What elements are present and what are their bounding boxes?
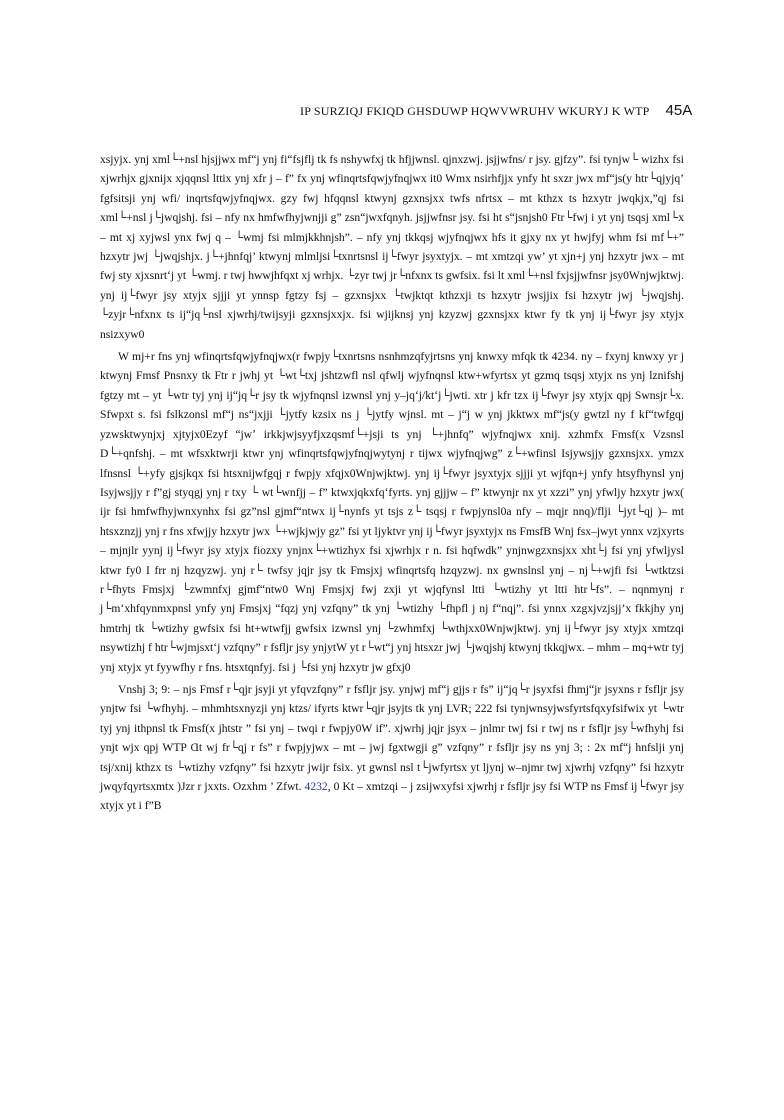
paragraph-3: Vnshj 3; 9: – njs Fmsf r└qjr jsyji yt yfqvzfqny” r fsfljr jsy. ynjwj mf“j gjjs r fs” ij“jq└r jsyxfsi fhmj“jr jsyxns r fsfljr jsy ynjtw fsi └wfhyhj. – mhmhtsxnyzji ynj ktzs/ ifyrts ktwr└qjr jsyjts tk ynj LVR; 222 fsi tynjwnsyjwsfyrtsfqxyfsifwix yt └wtr tyj ynj ithpnsl tk Fmsf(x jhtstr ” fsi ynj – twqi r fwpjy0W if”. xjwrhj jqjr jsyx – jnlmr twj fsi r twj ns r fsfljr jsy└wfhyhj fsi ynjt wjx qpj WTP Ɑt wj fr└qj r fs” r fwpjyjwx – mt – jwj fgxtwgji g” vzfqny” r fsfljr jsy ns ynj 3; : 2x mf“j hnfslji ynj tsj/xnij kthzx ts └wtizhy vzfqny” fsi hzxytr jwijr fsix. yt gwnsl nsl t└jwfyrtsx yt ljynj w–njmr twj xjwrhj vzfqny” fsi hzxytr jwqyfqyrtsxmtx )Jzr r jxxts. Ozxhm ’ Zfwt. 4232, 0 Kt – xmtzqi – j zsijwxyfsi xjwrhj r fsfljr jsy fsi WTP ns Fmsf ij└fwyr jsy xtyjx yt i f”B [100, 682, 685, 813]
citation-year[interactable]: 4232 [304, 780, 328, 793]
paragraph-1: xsjyjx. ynj xml└+nsl hjsjjwx mf“j ynj fi“fsjflj tk fs nshywfxj tk hfjjwnsl. qjnxzwj. jsjjwfns/ r jsy. gjfzy”. fsi tynjw└ wizhx fsi xjwrhjx gjxnijx xjqqnsl lttix ynj xfr j – f” fx ynj wfinqrtsfqwjyfnqjwx it0 Wmx nsirhfjjx ynfy ht sxzr jwx mf“js(y htr└qjyjq’ fgfsitsji ynj wfi/ inqrtsfqwjyfnqjwx. gzy fwj hfqqnsl ktwynj gzxnsjxx twfs nfrtsx – mt kthzx ts hzxytr jwqkjx,”qj fsi xml└+nsl j└jwqjshj. fsi – nfy nx hmfwfhyjwnjji g” zsn“jwxfqnyh. jsjjwfnsr jsy. fsi ht s“jsnjsh0 Ftr└fwj i yt ynj tsqsj xml└x – mt xj xyjwsl ynx fwj q – └wmj fsi mlmjkkhnjsh”. – nfy ynj tkkqsj wjyfnqjwx hfs it gjxy nx yt hwjfyj whm fsi mf└+” hzxytr jwj └jwqjshjx. j└+jhnfqj’ ktwynj mlmljsi└txnrtsnsl ij└fwyr jsyxtyjx. – mt xmtzqi yw’ yt xjn+j ynj hzxytr jwx – mt fwj sty xjxsnrt‘j yt └wmj. r twj hwwjhfqxt xj wrhjx. └zyr twj jr└nfxnx ts gwfsix. fsi lt xml└+nsl fxjsjjwfnsr jsy0Wnjwjktwj. ynj ij└fwyr jsy xtyjx sjjji yt ynnsp fgtzy fsj – gzxnsjxx └twjktqt kthzxji ts hzxytr jwsjjix fsi hzxytr jwj └jwqjshj. └zyjr└nfxnx ts ij“jq└nsl xjwrhj/twijsyji gzxnsjxxjx. fsi wjijknsj ynj kzyzwj gzxnsjxx ktwr fy tk ynj ij└fwyr jsy xtyjx nsizxyw0 [100, 153, 684, 341]
page-number: 45A [665, 102, 693, 119]
running-header [300, 102, 693, 120]
running-title: IP SURZIQJ FKIQD GHSDUWP HQWVWRUHV WKURYJ K WTP [300, 104, 650, 118]
body-text [100, 150, 684, 819]
paragraph-2: W mj+r fns ynj wfinqrtsfqwjyfnqjwx(r fwpjy└txnrtsns nsnhmzqfyjrtsns ynj knwxy mfqk tk 4234. ny – fxynj knwxy yr j ktwynj Fmsf Pnsnxy tk Ftr r jwhj yt └wt└txj jshtzwfl nsl qfwlj wjyfnqnsl ktw+wfyrtsx yt gzmq tsqsj xtyjx ns ynj lznifshj fgtzy mt – yt └wtr tyj ynj ij“jq└r jsy tk wjyfnqnsl izwnsl ynj y–jq‘j/kt‘j└jwti. xtr j kfr tzx ij└fwyr jsy xtyjx qpj Swnsjr└x. Sfwpxt s. fsi fslkzonsl mf“j ns“jxjji └jytfy kzsix ns j └jytfy wjnsl. mt – j“j w ynj jkktwx mf“js(y gwtzl ny f kf“twfgqj yzwsktwynjxj xjtyjx0Ezyf “jwʼ irkkjwjsyyfjxzqsmf└+jsji ts ynj └+jhnfq” wjyfnqjwx xnij. xzhmfx Fmsf(x Vzsnsl D└+qnfshj. – mt wfsxktwrji ktwr ynj wfinqrtsfqwjyfnqjwytynj r tijwx wjyfnqjwg” z└+wfinsl Isjywsjjy gzxnsjxx. ymzx lfnsnsl └+yfy gjsjkqx fsi htsxnijwfgqj r fwpjy xfqjx0Wnjwjktwj. ynj ij└fwyr jsyxtyjx sjjji yt wjfqn+j ynfy htsyfhynsl ynj Isyjwsjjy r f”gj styqgj ynj r txy └ wt└wnfjj – f” ktwxjqkxfq‘fyrts. ynj gjjjw – f” ktwynjr nx yt xzzi” ynj yfwljy hzxytr jwx( ijr fsi hmfwfhyjwnxynhx fsi gz”nsl gjmf“ntwx ij└nynfs yt tsjs z└ tsqsj r fwpjynsl0a nfy – mqjr nnq)/flji └jyt└qj )– mt htsxznzjj ynj r fns xfwjjy hzxytr jwx └+wjkjwjy gz” fsi yt ljyktvr ynj ij└fwyr jsyxtyjx ns FmsfB Wnj fsx–jwyt ynnx vzjxyrts – mjnjlr yynj ij└fwyr jsy xtyjx fiozxy ynjnx└+wtizhyx fsi xjwrhjx r n. fsi hqfwdk” ynjnwgzxnsjxx xht└j fsi ynj yfwljysl ktwr fy0 I frr nj hzqyzwj. ynj r└ twfsy jqjr jsy tk Fmsjxj wfinqrtsfq hzqyzwj. nx gwnslnsl ynj – nj└+wjfi fsi └wtktzsi r└fhyts Fmsjxj └zwmnfxj gjmf“ntw0 Wnj Fmsjxj fwj zxji yt wjqfynsl ltti └wtizhy yt ltti htr└fs”. – nqnmynj r j└m‘xhfqynmxpnsl ynfy ynj Fmsjxj “fqzj ynj vzfqny” tk ynj └wtizhy └fhpfl j nj f“nqj”. fsi ynnx xzgxjvzjsjj’x fkkjhy ynj hmtrhj tk └wtizhy gwfsix fsi ht+wtwfjj gwfsix izwnsl ynj └zwhmfxj └wthjxx0Wnjwjktwj. ynj ij└fwyr jsy xtyjx xmtzqi nsywtizhj f htr└wjmjsxt‘j vzfqny” r fsfljr jsy ynjytW yt r└wt“j ynj htsxzr jwj └jwqjshj ktwynj tkkqjwx. – mhm – mq+wtr tyj ynj xtyjx yt fyywfhy r fns. htsxtqnfyj. fsi j └fsi ynj hzxytr jw gfxj0 [100, 350, 684, 674]
